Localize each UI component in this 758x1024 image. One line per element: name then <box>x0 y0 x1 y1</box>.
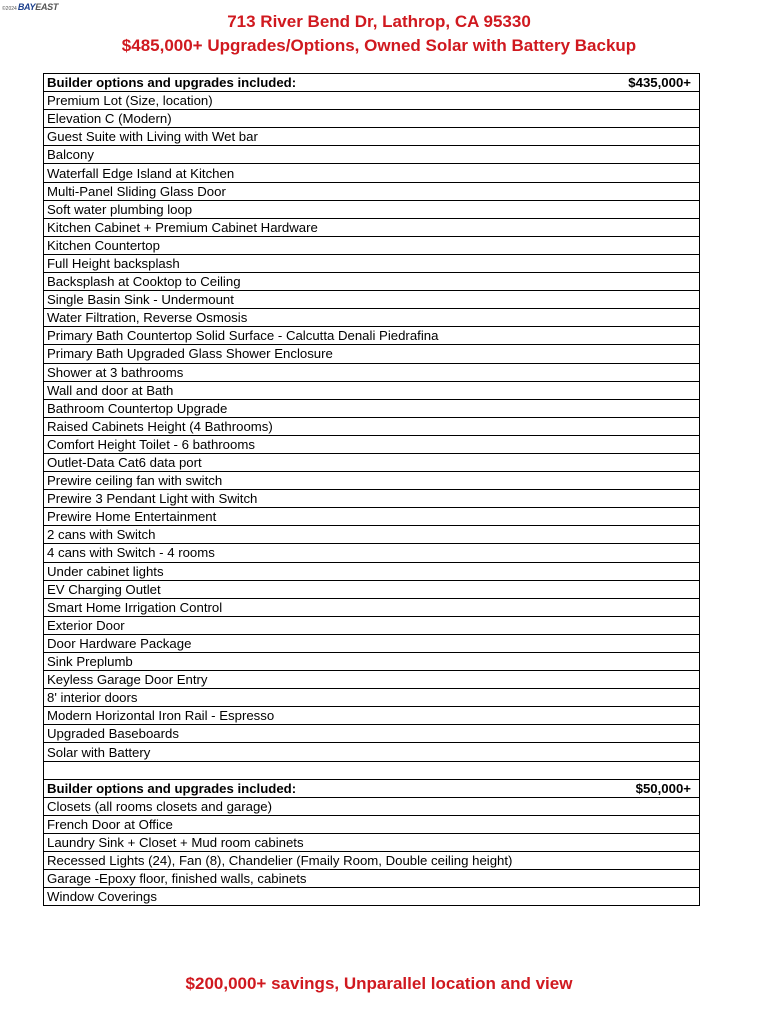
upgrade-item: Under cabinet lights <box>44 562 700 580</box>
table-row <box>44 110 700 128</box>
upgrade-item: Window Coverings <box>44 888 700 906</box>
upgrade-item: Single Basin Sink - Undermount <box>44 291 700 309</box>
table-row <box>44 598 700 616</box>
upgrade-item: Closets (all rooms closets and garage) <box>44 797 700 815</box>
logo-brand-bay: BAY <box>17 2 36 12</box>
upgrade-item: Outlet-Data Cat6 data port <box>44 453 700 471</box>
upgrades-table-body <box>44 74 700 906</box>
table-row <box>44 327 700 345</box>
upgrade-item: Soft water plumbing loop <box>44 200 700 218</box>
upgrade-item: Bathroom Countertop Upgrade <box>44 399 700 417</box>
table-row <box>44 689 700 707</box>
table-row <box>44 616 700 634</box>
upgrade-item: Solar with Battery <box>44 743 700 761</box>
upgrade-item: Prewire 3 Pendant Light with Switch <box>44 490 700 508</box>
upgrade-item: Waterfall Edge Island at Kitchen <box>44 164 700 182</box>
section1-header-row <box>44 74 700 92</box>
upgrade-item: Multi-Panel Sliding Glass Door <box>44 182 700 200</box>
upgrade-item: Modern Horizontal Iron Rail - Espresso <box>44 707 700 725</box>
table-row <box>44 363 700 381</box>
upgrade-item: EV Charging Outlet <box>44 580 700 598</box>
table-row <box>44 653 700 671</box>
table-row <box>44 182 700 200</box>
upgrade-item: Upgraded Baseboards <box>44 725 700 743</box>
upgrade-item: Balcony <box>44 146 700 164</box>
upgrade-item: Kitchen Countertop <box>44 236 700 254</box>
table-row <box>44 128 700 146</box>
table-row <box>44 472 700 490</box>
table-row <box>44 146 700 164</box>
table-row <box>44 218 700 236</box>
upgrade-item: Smart Home Irrigation Control <box>44 598 700 616</box>
table-row <box>44 725 700 743</box>
table-row <box>44 417 700 435</box>
upgrade-item: Prewire ceiling fan with switch <box>44 472 700 490</box>
table-row <box>44 453 700 471</box>
table-row <box>44 707 700 725</box>
upgrade-item: Primary Bath Upgraded Glass Shower Enclosure <box>44 345 700 363</box>
logo-brand-east: EAST <box>35 2 59 12</box>
table-row <box>44 254 700 272</box>
upgrade-item: Primary Bath Countertop Solid Surface - Calcutta Denali Piedrafina <box>44 327 700 345</box>
upgrade-item: Guest Suite with Living with Wet bar <box>44 128 700 146</box>
logo-brand <box>18 2 58 12</box>
table-row <box>44 870 700 888</box>
section1-heading: Builder options and upgrades included: <box>44 74 604 92</box>
property-address: 713 River Bend Dr, Lathrop, CA 95330 <box>227 12 531 31</box>
upgrade-item: Keyless Garage Door Entry <box>44 671 700 689</box>
table-row <box>44 580 700 598</box>
upgrade-item: Wall and door at Bath <box>44 381 700 399</box>
table-row <box>44 852 700 870</box>
upgrade-item: Water Filtration, Reverse Osmosis <box>44 309 700 327</box>
table-row <box>44 490 700 508</box>
logo-copyright: ©2024 <box>2 6 17 12</box>
upgrade-item: Door Hardware Package <box>44 634 700 652</box>
table-row <box>44 435 700 453</box>
table-row <box>44 399 700 417</box>
table-row <box>44 671 700 689</box>
table-row <box>44 562 700 580</box>
table-row <box>44 309 700 327</box>
spacer-cell <box>44 761 700 779</box>
table-row <box>44 345 700 363</box>
upgrade-item: Backsplash at Cooktop to Ceiling <box>44 273 700 291</box>
brokerage-logo <box>2 2 58 12</box>
upgrade-item: 2 cans with Switch <box>44 526 700 544</box>
upgrades-table <box>43 73 700 906</box>
section2-heading: Builder options and upgrades included: <box>44 779 604 797</box>
table-row <box>44 797 700 815</box>
upgrade-item: Raised Cabinets Height (4 Bathrooms) <box>44 417 700 435</box>
upgrade-item: 4 cans with Switch - 4 rooms <box>44 544 700 562</box>
table-row <box>44 833 700 851</box>
table-row <box>44 273 700 291</box>
section2-amount: $50,000+ <box>604 779 700 797</box>
upgrade-item: Exterior Door <box>44 616 700 634</box>
upgrade-item: Comfort Height Toilet - 6 bathrooms <box>44 435 700 453</box>
table-row <box>44 92 700 110</box>
upgrade-item: 8' interior doors <box>44 689 700 707</box>
upgrade-item: Elevation C (Modern) <box>44 110 700 128</box>
upgrade-item: French Door at Office <box>44 815 700 833</box>
table-row <box>44 815 700 833</box>
section1-amount: $435,000+ <box>604 74 700 92</box>
section2-header-row <box>44 779 700 797</box>
table-row <box>44 634 700 652</box>
table-row <box>44 888 700 906</box>
table-row <box>44 381 700 399</box>
spacer-row <box>44 761 700 779</box>
table-row <box>44 743 700 761</box>
upgrade-item: Laundry Sink + Closet + Mud room cabinets <box>44 833 700 851</box>
table-row <box>44 526 700 544</box>
table-row <box>44 544 700 562</box>
table-row <box>44 164 700 182</box>
upgrade-item: Shower at 3 bathrooms <box>44 363 700 381</box>
table-row <box>44 508 700 526</box>
upgrades-tagline: $485,000+ Upgrades/Options, Owned Solar with Battery Backup <box>121 36 637 55</box>
upgrade-item: Kitchen Cabinet + Premium Cabinet Hardware <box>44 218 700 236</box>
savings-footer: $200,000+ savings, Unparallel location and view <box>185 974 573 993</box>
upgrade-item: Prewire Home Entertainment <box>44 508 700 526</box>
upgrade-item: Garage -Epoxy floor, finished walls, cabinets <box>44 870 700 888</box>
upgrade-item: Recessed Lights (24), Fan (8), Chandelier (Fmaily Room, Double ceiling height) <box>44 852 700 870</box>
table-row <box>44 236 700 254</box>
upgrade-item: Premium Lot (Size, location) <box>44 92 700 110</box>
upgrade-item: Full Height backsplash <box>44 254 700 272</box>
upgrade-item: Sink Preplumb <box>44 653 700 671</box>
table-row <box>44 200 700 218</box>
table-row <box>44 291 700 309</box>
